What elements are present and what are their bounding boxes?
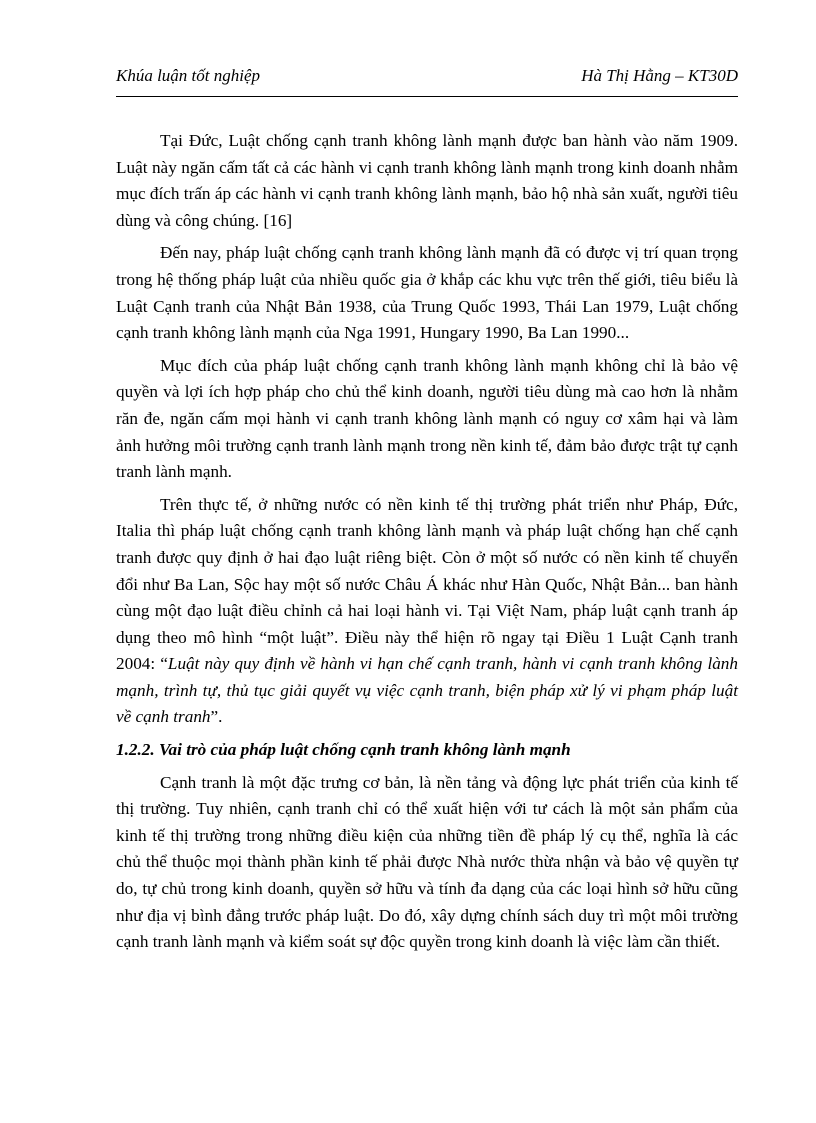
paragraph: Đến nay, pháp luật chống cạnh tranh không lành mạnh đã có được vị trí quan trọng trong hệ thống pháp luật của nhiều quốc gia ở khắp các khu vực trên thế giới, tiêu biểu là Luật Cạnh tranh của Nhật Bản 1938, của Trung Quốc 1993, Thái Lan 1979, Luật chống cạnh tranh không lành mạnh của Nga 1991, Hungary 1990, Ba Lan 1990... [116, 243, 738, 343]
paragraph [116, 492, 738, 731]
law-quote: Luật này quy định về hành vi hạn chế cạnh tranh, hành vi cạnh tranh không lành mạnh, trình tự, thủ tục giải quyết vụ việc cạnh tranh, biện pháp xử lý vi phạm pháp luật về cạnh tranh [116, 654, 738, 727]
body-text [116, 128, 738, 962]
paragraph: Mục đích của pháp luật chống cạnh tranh không lành mạnh không chỉ là bảo vệ quyền và lợi ích hợp pháp cho chủ thể kinh doanh, người tiêu dùng mà cao hơn là nhằm răn đe, ngăn cấm mọi hành vi cạnh tranh không lành mạnh có nguy cơ xâm hại và làm ảnh hưởng môi trường cạnh tranh lành mạnh trong nền kinh tế, đảm bảo được trật tự cạnh tranh lành mạnh. [116, 355, 738, 482]
paragraph: Cạnh tranh là một đặc trưng cơ bản, là nền tảng và động lực phát triển của kinh tế thị trường. Tuy nhiên, cạnh tranh chỉ có thể xuất hiện với tư cách là một sản phẩm của kinh tế thị trường trong những điều kiện của những tiền đề pháp lý cụ thể, nghĩa là các chủ thể thuộc mọi thành phần kinh tế phải được Nhà nước thừa nhận và bảo vệ quyền tự do, tự chủ trong kinh doanh, quyền sở hữu và tính đa dạng của các loại hình sở hữu cũng như địa vị bình đẳng trước pháp luật. Do đó, xây dựng chính sách duy trì một môi trường cạnh tranh lành mạnh và kiểm soát sự độc quyền trong kinh doanh là việc làm cần thiết. [116, 772, 738, 952]
header-author: Hà Thị Hằng – KT30D [581, 66, 738, 85]
header-title: Khúa luận tốt nghiệp [116, 66, 261, 85]
page-header [116, 66, 738, 97]
paragraph-text: Trên thực tế, ở những nước có nền kinh tế thị trường phát triển như Pháp, Đức, Italia thì pháp luật chống cạnh tranh không lành mạnh và pháp luật chống hạn chế cạnh tranh được quy định ở hai đạo luật riêng biệt. Còn ở một số nước có nền kinh tế chuyển đổi như Ba Lan, Sộc hay một số nước Châu Á khác như Hàn Quốc, Nhật Bản... ban hành cùng một đạo luật điều chỉnh cả hai loại hành vi. Tại Việt Nam, pháp luật cạnh tranh áp dụng theo mô hình “một luật”. Điều này thể hiện rõ ngay tại Điều 1 Luật Cạnh tranh 2004: “ [116, 494, 738, 674]
section-heading: 1.2.2. Vai trò của pháp luật chống cạnh tranh không lành mạnh [116, 740, 571, 760]
paragraph: Tại Đức, Luật chống cạnh tranh không lành mạnh được ban hành vào năm 1909. Luật này ngăn cấm tất cả các hành vi cạnh tranh không lành mạnh trong kinh doanh nhằm mục đích trấn áp các hành vi cạnh tranh không lành mạnh, bảo hộ nhà sản xuất, người tiêu dùng và công chúng. [16] [116, 131, 738, 230]
paragraph-text-end: ”. [210, 707, 223, 727]
